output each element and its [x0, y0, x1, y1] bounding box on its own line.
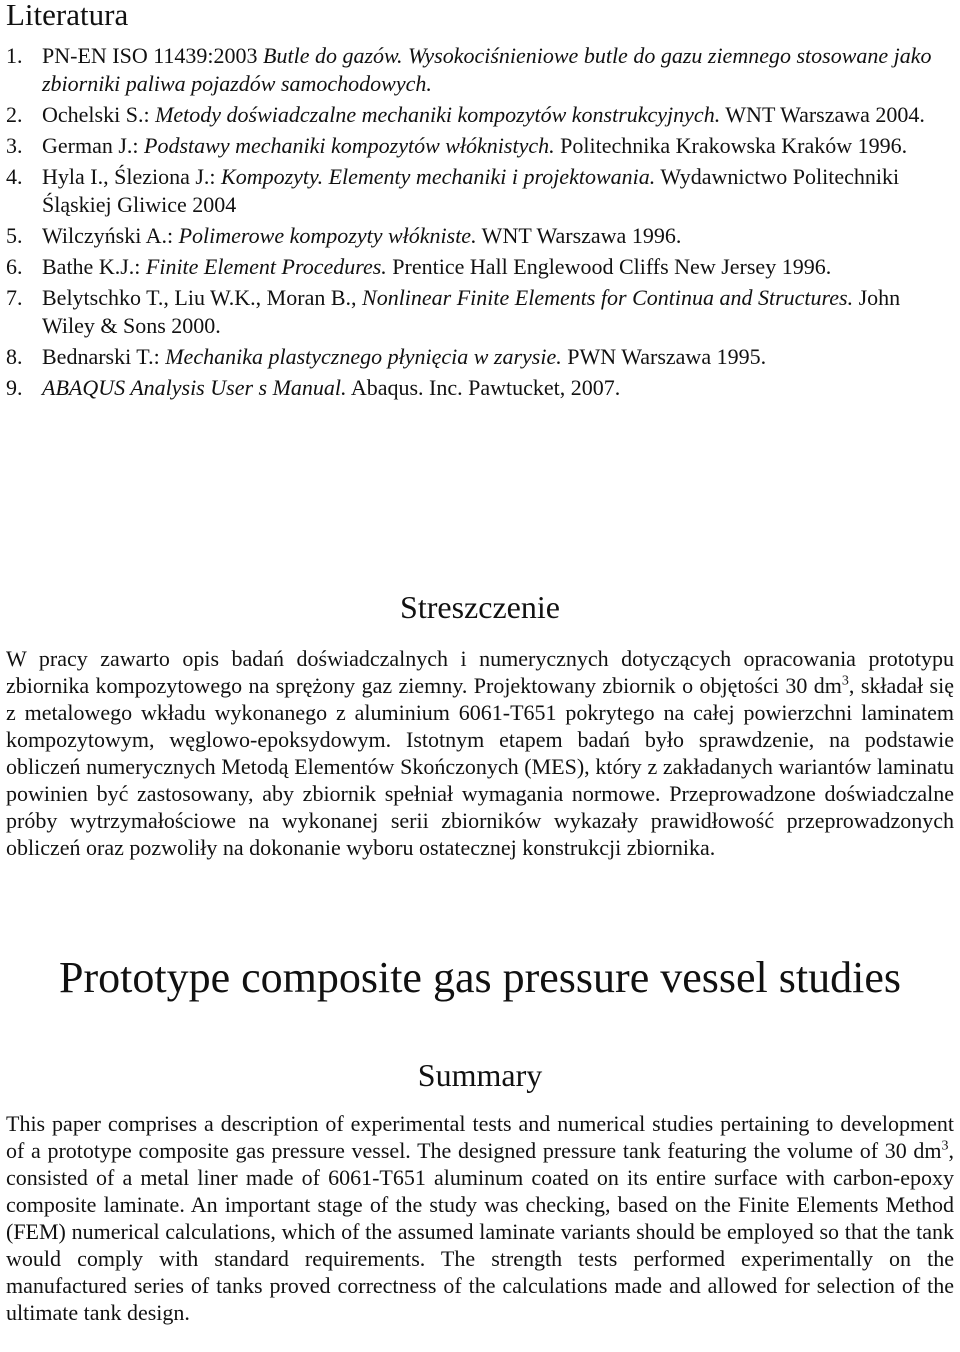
reference-authors: Hyla I., Śleziona J.:: [42, 164, 222, 189]
reference-number: 2.: [6, 102, 23, 127]
reference-title: Mechanika plastycznego płynięcia w zarysie.: [165, 344, 562, 369]
reference-title: Metody doświadczalne mechaniki kompozytów konstrukcyjnych.: [155, 102, 721, 127]
literature-heading: Literatura: [6, 0, 129, 32]
summary-text-start: This paper comprises a description of experimental tests and numerical studies pertaining to development of a prototype composite gas pressure vessel. The designed pressure tank featuring the volume of 30 dm: [6, 1111, 954, 1163]
reference-item: [6, 101, 956, 129]
summary-heading: Summary: [417, 1057, 543, 1093]
reference-item: [6, 374, 956, 402]
summary-paragraph: [6, 1110, 954, 1326]
reference-title: Finite Element Procedures.: [145, 254, 387, 279]
reference-publisher: John Wiley & Sons 2000.: [42, 285, 901, 338]
reference-list: [6, 42, 956, 405]
reference-item: [6, 253, 956, 281]
reference-title: Nonlinear Finite Elements for Continua and Structures.: [362, 285, 854, 310]
reference-authors: Ochelski S.:: [42, 102, 156, 127]
reference-publisher: WNT Warszawa 2004.: [720, 102, 925, 127]
reference-number: 3.: [6, 133, 23, 158]
reference-title: ABAQUS Analysis User s Manual.: [42, 375, 347, 400]
reference-authors: German J.:: [42, 133, 145, 158]
reference-authors: Bednarski T.:: [42, 344, 166, 369]
reference-title: Podstawy mechaniki kompozytów włóknistych.: [144, 133, 555, 158]
reference-publisher: WNT Warszawa 1996.: [476, 223, 682, 248]
volume-exponent: 3: [841, 673, 849, 689]
reference-authors: PN-EN ISO 11439:2003: [42, 43, 264, 68]
streszczenie-paragraph: [6, 645, 954, 861]
reference-authors: Wilczyński A.:: [42, 223, 179, 248]
reference-publisher: Abaqus. Inc. Pawtucket, 2007.: [346, 375, 621, 400]
reference-number: 8.: [6, 344, 23, 369]
reference-item: [6, 42, 956, 98]
reference-item: [6, 132, 956, 160]
reference-publisher: Wydawnictwo Politechniki Śląskiej Gliwice 2004: [42, 164, 900, 217]
summary-text-end: , consisted of a metal liner made of 6061-T651 aluminum coated on its entire surface with carbon-epoxy composite laminate. An important stage of the study was checking, based on the Finite Elements Method (FEM) numerical calculations, which of the assumed laminate variants should be employed so that the tank would comply with standard requirements. The strength tests performed experimentally on the manufactured series of tanks proved correctness of the calculations made and allowed for selection of the ultimate tank design.: [6, 1138, 954, 1325]
volume-exponent: 3: [941, 1138, 949, 1154]
reference-number: 6.: [6, 254, 23, 279]
reference-number: 9.: [6, 375, 23, 400]
reference-item: [6, 163, 956, 219]
reference-item: [6, 343, 956, 371]
reference-authors: Belytschko T., Liu W.K., Moran B.,: [42, 285, 363, 310]
reference-publisher: Prentice Hall Englewood Cliffs New Jersey 1996.: [386, 254, 832, 279]
reference-authors: Bathe K.J.:: [42, 254, 146, 279]
reference-item: [6, 284, 956, 340]
streszczenie-text-start: W pracy zawarto opis badań doświadczalnych i numerycznych dotyczących opracowania prototypu zbiornika kompozytowego na sprężony gaz ziemny. Projektowany zbiornik o objętości 30 dm: [6, 646, 954, 698]
reference-title: Butle do gazów. Wysokociśnieniowe butle do gazu ziemnego stosowane jako zbiorniki paliwa pojazdów samochodowych.: [42, 43, 932, 96]
reference-number: 7.: [6, 285, 23, 310]
reference-number: 4.: [6, 164, 23, 189]
streszczenie-text-end: , składał się z metalowego wkładu wykonanego z aluminium 6061-T651 pokrytego na całej powierzchni laminatem kompozytowym, węglowo-epoksydowym. Istotnym etapem badań było sprawdzenie, na podstawie obliczeń numerycznych Metodą Elementów Skończonych (MES), który z zakładanych wariantów laminatu powinien być zastosowany, aby zbiornik spełniał wymagania normowe. Przeprowadzone doświadczalne próby wytrzymałościowe na wykonanej serii zbiorników wykazały prawidłowość przeprowadzonych obliczeń oraz pozwoliły na dokonanie wyboru ostatecznej konstrukcji zbiornika.: [6, 673, 954, 860]
reference-publisher: Politechnika Krakowska Kraków 1996.: [554, 133, 908, 158]
reference-number: 1.: [6, 43, 23, 68]
reference-item: [6, 222, 956, 250]
reference-number: 5.: [6, 223, 23, 248]
reference-title: Polimerowe kompozyty włókniste.: [178, 223, 477, 248]
reference-publisher: PWN Warszawa 1995.: [561, 344, 767, 369]
reference-title: Kompozyty. Elementy mechaniki i projektowania.: [221, 164, 656, 189]
streszczenie-heading: Streszczenie: [400, 589, 560, 625]
english-title: Prototype composite gas pressure vessel studies: [59, 953, 901, 1002]
